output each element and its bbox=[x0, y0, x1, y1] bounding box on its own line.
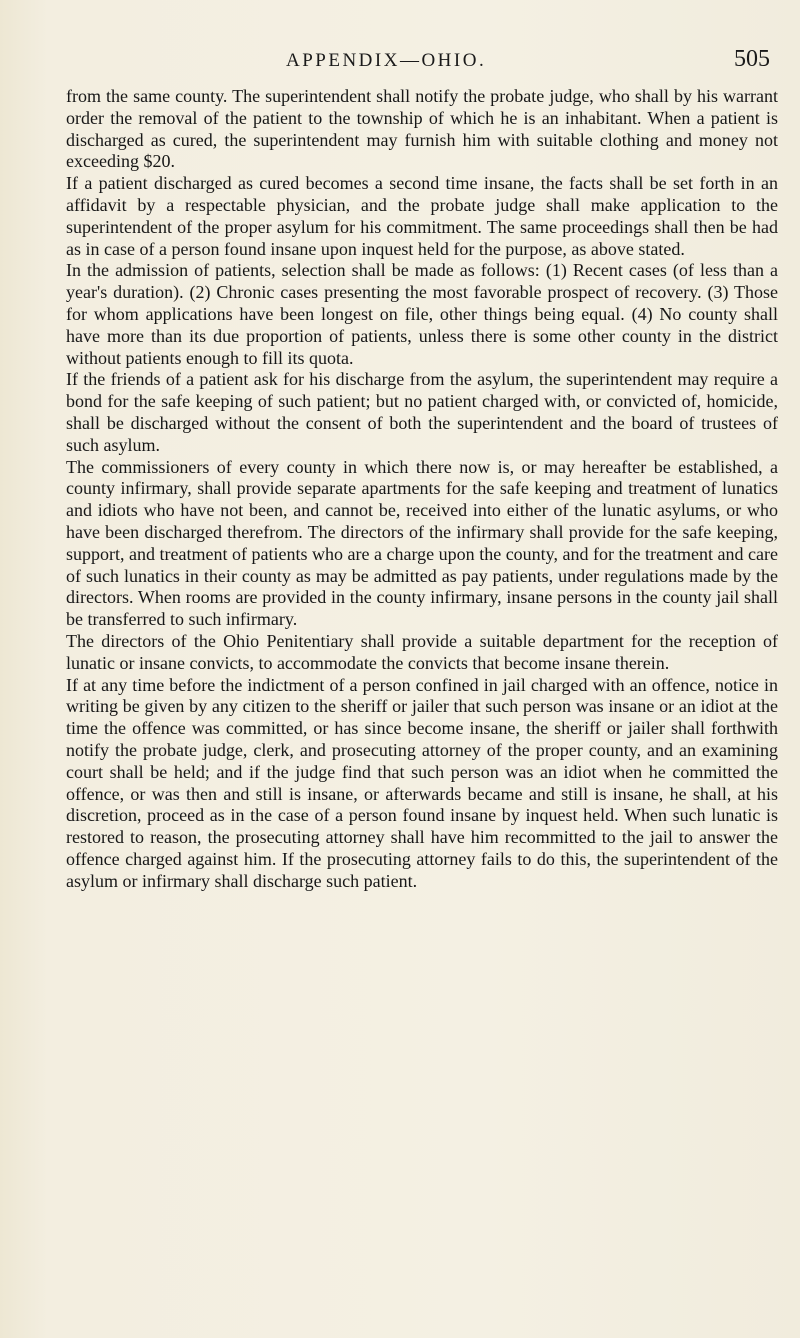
body-text bbox=[66, 86, 778, 892]
paragraph-6: The directors of the Ohio Penitentiary shall provide a suitable department for the reception of lunatic or insane convicts, to accommodate the convicts that become insane therein. bbox=[66, 630, 778, 673]
paragraph-3: In the admission of patients, selection shall be made as follows: (1) Recent cases (of less than a year's duration). (2) Chronic cases presenting the most favorable prospect of recovery. (3) Those for whom applications have been longest on file, other things being equal. (4) No county shall have more than its due proportion of patients, unless there is some other county in the district without patients enough to fill its quota. bbox=[66, 260, 778, 368]
paragraph-5: The commissioners of every county in which there now is, or may hereafter be established, a county infirmary, shall provide separate apartments for the safe keeping and treatment of lunatics and idiots who have not been, and cannot be, received into either of the lunatic asylums, or who have been discharged therefrom. The directors of the infirmary shall provide for the safe keeping, support, and treatment of patients who are a charge upon the county, and for the treatment and care of such lunatics in their county as may be admitted as pay patients, under regulations made by the directors. When rooms are provided in the county infirmary, insane persons in the county jail shall be transferred to such infirmary. bbox=[66, 456, 778, 630]
page-number: 505 bbox=[734, 46, 770, 72]
page-header bbox=[66, 46, 776, 78]
paragraph-1: from the same county. The superintendent shall notify the probate judge, who shall by his warrant order the removal of the patient to the township of which he is an inhabitant. When a patient is discharged as cured, the superintendent may furnish him with suitable clothing and money not exceeding $20. bbox=[66, 86, 778, 172]
paragraph-2: If a patient discharged as cured becomes a second time insane, the facts shall be set forth in an affidavit by a respectable physician, and the probate judge shall make application to the superintendent of the proper asylum for his commitment. The same proceedings shall then be had as in case of a person found insane upon inquest held for the purpose, as above stated. bbox=[66, 173, 778, 259]
running-head: APPENDIX—OHIO. bbox=[286, 50, 487, 71]
paragraph-4: If the friends of a patient ask for his discharge from the asylum, the superintendent may require a bond for the safe keeping of such patient; but no patient charged with, or convicted of, homicide, shall be discharged without the consent of both the superintendent and the board of trustees of such asylum. bbox=[66, 369, 778, 455]
paragraph-7: If at any time before the indictment of a person confined in jail charged with an offence, notice in writing be given by any citizen to the sheriff or jailer that such person was insane or an idiot at the time the offence was committed, or has since become insane, the sheriff or jailer shall forthwith notify the probate judge, clerk, and prosecuting attorney of the proper county, and an examining court shall be held; and if the judge find that such person was an idiot when he committed the offence, or was then and still is insane, or afterwards became and still is insane, he shall, at his discretion, proceed as in the case of a person found insane by inquest held. When such lunatic is restored to reason, the prosecuting attorney shall have him recommitted to the jail to answer the offence charged against him. If the prosecuting attorney fails to do this, the superintendent of the asylum or infirmary shall discharge such patient. bbox=[66, 674, 778, 891]
